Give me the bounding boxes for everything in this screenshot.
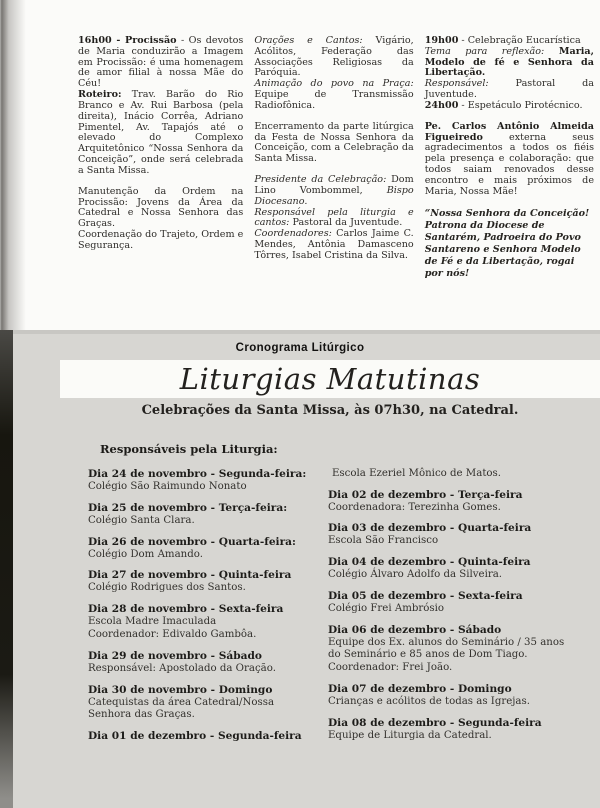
section-banner: Cronograma Litúrgico <box>235 342 365 354</box>
schedule-entry: Dia 05 de dezembro - Sexta-feira Colégio Frei Ambrósio <box>328 589 523 614</box>
paragraph-encerramento: Encerramento da parte litúrgica da Festa de Nossa Senhora da Conceição, com a Celebração da Santa Missa. <box>254 120 414 165</box>
schedule-heading: Responsáveis pela Liturgia: <box>100 442 278 456</box>
time-label: 16h00 - Procissão <box>78 35 177 46</box>
binding-shadow-top <box>0 0 26 330</box>
time-label: 19h00 <box>424 35 459 46</box>
roteiro-label: Roteiro: <box>78 89 122 101</box>
schedule-entry: Dia 25 de novembro - Terça-feira: Colégio Santa Clara. <box>88 501 288 526</box>
schedule-entry: Dia 26 de novembro - Quarta-feira: Colégio Dom Amando. <box>88 535 296 560</box>
tema-label: Tema para reflexão: <box>424 45 545 57</box>
paragraph-celebrantes: Presidente da Celebração: Dom Lino Vombommel, Bispo Diocesano. Responsável pela liturgia e cantos: Pastoral da Juventude. Coordenadores: Carlos Jaime C. Mendes, Antônia Damasceno Tôrres, Isabel Cristina da Silva. <box>254 174 414 261</box>
paragraph-procissao: 16h00 - Procissão - Os devotos de Maria conduzirão a Imagem em Procissão: é uma homenagem de amor filial à nossa Mãe do Céu! Roteiro: Trav. Barão do Rio Branco e Av. Rui Barbosa (pela direita), Inácio Corrêa, Adriano Pimentel, Av. Tapajós até o elevado do Complexo Arquitetônico “Nossa Senhora da Conceição”, onde será celebrada a Santa Missa. <box>78 35 244 176</box>
schedule-entry: Dia 02 de dezembro - Terça-feira Coordenadora: Terezinha Gomes. <box>328 488 523 513</box>
schedule-entry: Dia 06 de dezembro - Sábado Equipe dos Ex. alunos do Seminário / 35 anos do Seminário e 85 anos de Dom Tiago. Coordenador: Frei João. <box>328 623 565 674</box>
binding-strip-bottom <box>0 330 13 808</box>
schedule-lead-line: Escola Ezeriel Mônico de Matos. <box>332 468 502 479</box>
schedule-entry: Dia 07 de dezembro - Domingo Crianças e acólitos de todas as Igrejas. <box>328 683 530 708</box>
paragraph-eucaristica: 19h00 - Celebração Eucarística Tema para reflexão: Maria, Modelo de fé e Senhora da Libertação. Responsável: Pastoral da Juventude. 24h00 - Espetáculo Pirotécnico. <box>424 35 594 111</box>
schedule-column-left <box>88 468 316 751</box>
responsavel-label: Responsável: <box>424 78 489 90</box>
time-label: 24h00 <box>424 99 459 111</box>
schedule-entry: Dia 30 de novembro - Domingo Catequistas da área Catedral/Nossa Senhora das Graças. <box>88 683 275 721</box>
presidente-label: Presidente da Celebração: <box>254 174 387 186</box>
schedule-entry: Dia 01 de dezembro - Segunda-feira <box>88 730 302 743</box>
schedule <box>88 468 600 751</box>
schedule-entry: Dia 24 de novembro - Segunda-feira: Colégio São Raimundo Nonato <box>88 468 307 492</box>
page-title: Liturgias Matutinas <box>179 362 481 396</box>
paragraph-oracoes: Orações e Cantos: Vigário, Acólitos, Federação das Associações Religiosas da Paróquia. Animação do povo na Praça: Equipe de Transmissão Radiofônica. <box>254 35 414 111</box>
responsavel-label: Responsável pela liturgia e cantos: <box>254 206 414 229</box>
coordenadores-label: Coordenadores: <box>254 228 332 240</box>
schedule-entry: Dia 08 de dezembro - Segunda-feira Equipe de Liturgia da Catedral. <box>328 716 542 741</box>
padre-nome: Pe. Carlos Antônio Almeida Figueiredo <box>424 120 594 143</box>
cronograma-panel <box>0 330 600 808</box>
schedule-entry: Dia 03 de dezembro - Quarta-feira Escola São Francisco <box>328 522 532 547</box>
bulletin-column-1 <box>78 36 243 290</box>
oracao-final: “Nossa Senhora da Conceição! Patrona da Diocese de Santarém, Padroeira do Povo Santareno e Senhora Modelo de Fé e da Libertação, rogai por nós! <box>424 207 590 279</box>
animacao-label: Animação do povo na Praça: <box>254 78 414 90</box>
oracoes-label: Orações e Cantos: <box>254 35 363 46</box>
paragraph-agradecimento: Pe. Carlos Antônio Almeida Figueiredo externa seus agradecimentos a todos os fiéis pela presença e colaboração: que todos saiam renovados desse encontro e mais próximos de Maria, Nossa Mãe! <box>424 120 594 197</box>
schedule-entry: Dia 28 de novembro - Sexta-feira Escola Madre Imaculada Coordenador: Edivaldo Gambôa. <box>88 603 284 640</box>
bulletin-column-3 <box>425 36 594 290</box>
paragraph-manutencao: Manutenção da Ordem na Procissão: Jovens da Área da Catedral e Nossa Senhora das Graças. Coordenação do Trajeto, Ordem e Segurança. <box>78 185 244 251</box>
bulletin-top-section <box>78 36 594 290</box>
title-band <box>60 360 600 398</box>
schedule-entry: Dia 27 de novembro - Quinta-feira Colégio Rodrigues dos Santos. <box>88 569 292 594</box>
schedule-entry: Dia 29 de novembro - Sábado Responsável: Apostolado da Oração. <box>88 649 276 674</box>
subtitle: Celebrações da Santa Missa, às 07h30, na Catedral. <box>141 403 519 418</box>
schedule-column-right <box>328 468 580 751</box>
bulletin-column-2 <box>254 36 413 290</box>
schedule-entry: Dia 04 de dezembro - Quinta-feira Colégio Álvaro Adolfo da Silveira. <box>328 556 531 581</box>
